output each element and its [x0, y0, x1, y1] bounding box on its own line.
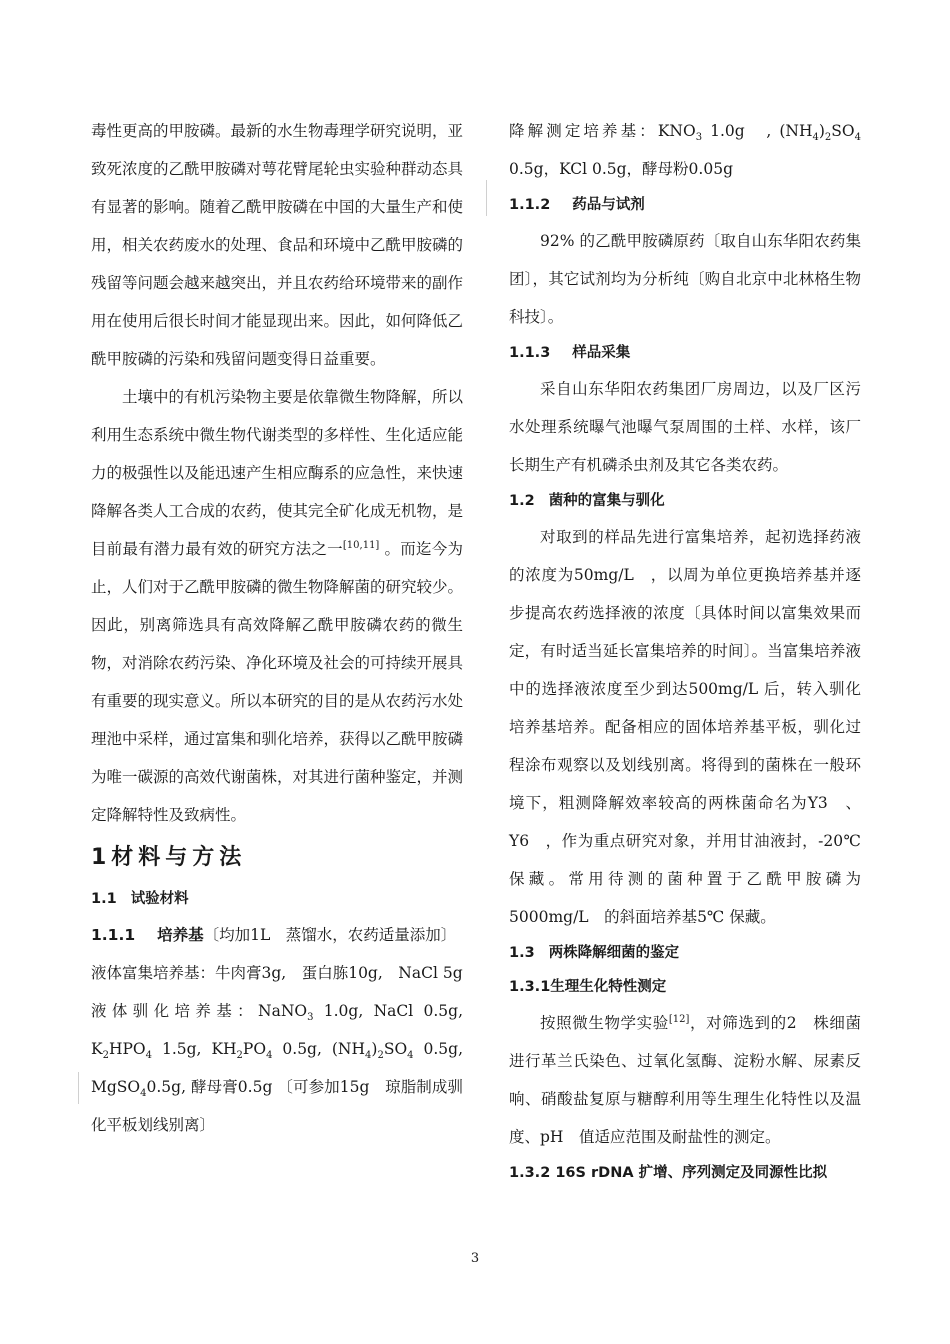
heading-1-2: [509, 484, 861, 518]
formula-text: SO: [831, 122, 855, 140]
paragraph-text: ，对筛选到的2 株细菌进行革兰氏染色、过氧化氢酶、淀粉水解、尿素反响、硝酸盐复原与糖醇利用等生理生化特性以及温度、pH 值适应范围及耐盐性的测定。: [509, 1014, 861, 1146]
formula-sub: 2: [236, 1050, 243, 1062]
formula-sub: 4: [854, 132, 861, 144]
formula-text: SO: [383, 1040, 408, 1058]
formula-sub: 3: [695, 132, 703, 144]
heading-1-3: [509, 936, 861, 970]
formula-sub: 2: [824, 132, 832, 144]
formula-sub: 4: [365, 1050, 372, 1062]
formula-text: 0.5g, (NH: [272, 1040, 366, 1058]
medium-degradation: [509, 112, 861, 188]
formula-sub: 4: [145, 1050, 152, 1062]
paragraph-text: 土壤中的有机污染物主要是依靠微生物降解，所以利用生态系统中微生物代谢类型的多样性、生化适应能力的极强性以及能迅速产生相应酶系的应急性，来快速降解各类人工合成的农药，使其完全矿化成无机物，是目前最有潜力最有效的研究方法之一: [91, 388, 464, 558]
formula-text: 0.5g, MgSO: [91, 1040, 464, 1096]
heading-note: 〔均加1L 蒸馏水，农药适量添加〕: [203, 926, 457, 944]
paragraph-background: 毒性更高的甲胺磷。最新的水生物毒理学研究说明，亚致死浓度的乙酰甲胺磷对萼花臂尾轮虫实验种群动态具有显著的影响。随着乙酰甲胺磷在中国的大量生产和使用，相关农药废水的处理、食品和环境中乙酰甲胺磷的残留等问题会越来越突出，并且农药给环境带来的副作用在使用后很长时间才能显现出来。因此，如何降低乙酰甲胺磷的污染和残留问题变得日益重要。: [91, 122, 464, 368]
paragraph-physiology: [509, 1004, 861, 1156]
heading-1-3-2: 1.3.2 16S rDNA 扩增、序列测定及同源性比拟: [509, 1165, 828, 1181]
heading-number: 1.3: [509, 945, 535, 961]
formula-text: ): [371, 1040, 378, 1058]
paragraph-enrichment: 对取到的样品先进行富集培养，起初选择药液的浓度为50mg/L ，以周为单位更换培养基并逐步提高农药选择液的浓度〔具体时间以富集效果而定，有时适当延长富集培养的时间〕。当富集培养液中的选择液浓度至少到达500mg/L 后，转入驯化培养基培养。配备相应的固体培养基平板，驯化过程涂布观察以及划线别离。将得到的菌株在一般环境下，粗测降解效率较高的两株菌命名为Y3 、Y6 ，作为重点研究对象，并用甘油液封，-20℃ 保藏。常用待测的菌种置于乙酰甲胺磷为5000mg/L 的斜面培养基5℃ 保藏。: [509, 528, 861, 926]
heading-title: 培养基: [157, 926, 204, 944]
formula-sub: 4: [812, 132, 819, 144]
left-column: [91, 112, 463, 1144]
citation: [12]: [668, 1013, 690, 1025]
page-number: 3: [470, 1251, 480, 1266]
heading-number: 1.1.1: [91, 926, 136, 944]
formula-text: 1.0g, NaCl 0.5g, K: [91, 1002, 463, 1058]
paragraph-text: 按照微生物学实验: [540, 1014, 669, 1032]
section-heading-materials-methods: 1材料与方法: [91, 845, 247, 870]
formula-text: 降解测定培养基：KNO: [509, 122, 696, 140]
heading-title: 试验材料: [130, 891, 189, 907]
formula-text: 0.5g，KCl 0.5g，酵母粉0.05g: [509, 160, 733, 178]
heading-title: 菌种的富集与驯化: [548, 493, 665, 509]
heading-1-1-2: [509, 188, 861, 222]
formula-text: HPO: [108, 1040, 146, 1058]
formula-text: 1.5g, KH: [152, 1040, 237, 1058]
formula-sub: 4: [266, 1050, 273, 1062]
formula-sub: 4: [407, 1050, 414, 1062]
right-column: [509, 112, 861, 1190]
formula-sub: 2: [102, 1050, 109, 1062]
heading-number: 1.2: [509, 493, 535, 509]
formula-sub: 2: [377, 1050, 384, 1062]
formula-text: PO: [242, 1040, 267, 1058]
margin-mark-left: [78, 1072, 79, 1104]
margin-mark-right: [486, 180, 487, 216]
heading-title: 药品与试剂: [572, 197, 645, 213]
formula-sub: 4: [140, 1088, 147, 1100]
formula-text: 0.5g, 酵母膏0.5g 〔可参加15g 琼脂制成驯化平板划线别离〕: [91, 1078, 463, 1134]
formula-text: 1.0g , (NH: [702, 122, 813, 140]
paragraph-degradation-intro: [91, 378, 463, 834]
heading-number: 1.1.3: [509, 345, 551, 361]
heading-title: 两株降解细菌的鉴定: [548, 945, 680, 961]
formula-text: ): [818, 122, 825, 140]
paragraph-sampling: 采自山东华阳农药集团厂房周边，以及厂区污水处理系统曝气池曝气泵周围的土样、水样，该厂长期生产有机磷杀虫剂及其它各类农药。: [509, 380, 861, 474]
heading-1-3-1: 1.3.1生理生化特性测定: [509, 979, 667, 995]
heading-1-1: [91, 882, 463, 916]
heading-1-1-3: [509, 336, 861, 370]
citation: [10,11]: [342, 539, 380, 551]
paragraph-reagents: 92% 的乙酰甲胺磷原药〔取自山东华阳农药集团〕，其它试剂均为分析纯〔购自北京中北林格生物科技〕。: [509, 232, 861, 326]
medium-enrichment: 液体富集培养基：牛肉膏3g, 蛋白胨10g, NaCl 5g: [91, 964, 463, 982]
heading-number: 1.1.2: [509, 197, 551, 213]
paragraph-text: 。而迄今为止，人们对于乙酰甲胺磷的微生物降解菌的研究较少。因此，别离筛选具有高效降解乙酰甲胺磷农药的微生物，对消除农药污染、净化环境及社会的可持续开展具有重要的现实意义。所以本研究的目的是从农药污水处理池中采样，通过富集和驯化培养，获得以乙酰甲胺磷为唯一碳源的高效代谢菌株，对其进行菌种鉴定，并测定降解特性及致病性。: [91, 540, 464, 824]
heading-1-1-1-line: [91, 916, 463, 954]
formula-sub: 3: [307, 1012, 314, 1024]
heading-number: 1.1: [91, 891, 117, 907]
medium-domestication: [91, 992, 463, 1144]
formula-text: 液体驯化培养基：NaNO: [91, 1002, 308, 1020]
heading-title: 样品采集: [572, 345, 631, 361]
